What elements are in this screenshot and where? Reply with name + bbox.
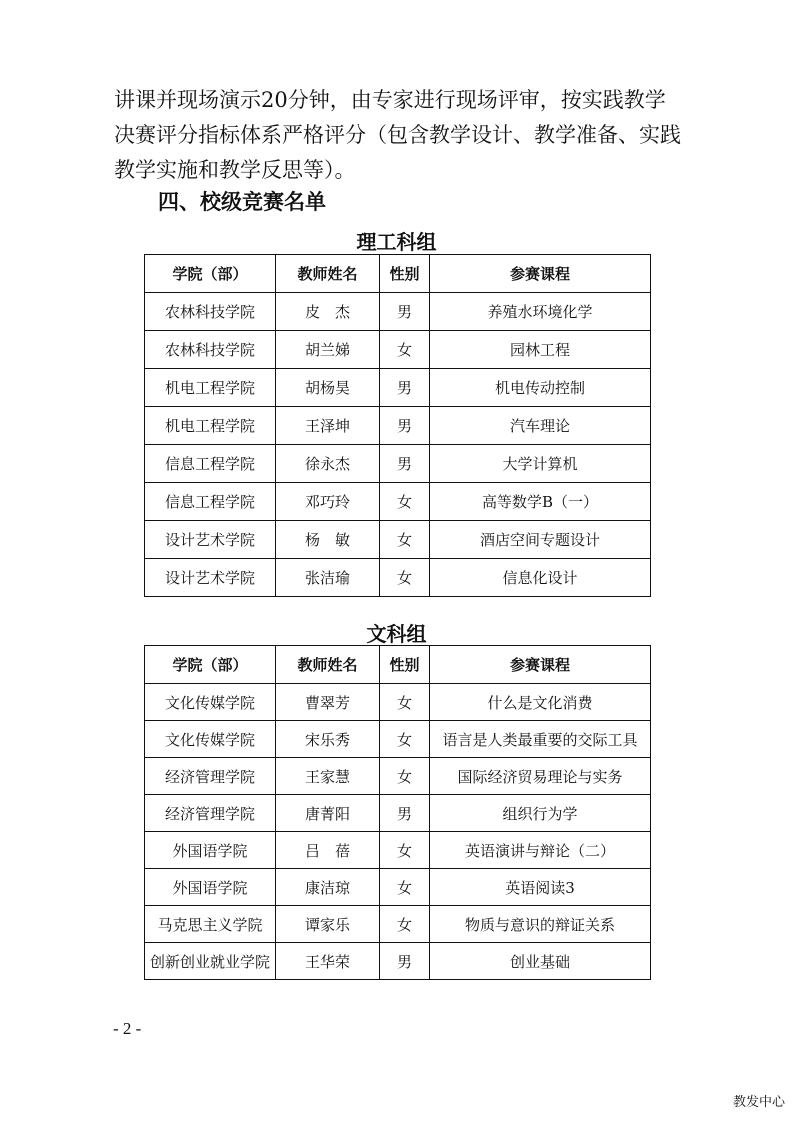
cell-college: 信息工程学院 [145,483,276,521]
cell-gender: 女 [380,721,430,758]
cell-course: 国际经济贸易理论与实务 [430,758,651,795]
cell-teacher: 宋乐秀 [276,721,380,758]
cell-teacher: 谭家乐 [276,906,380,943]
table-row [145,407,651,445]
cell-gender: 男 [380,369,430,407]
table-row [145,684,651,721]
header-course: 参赛课程 [430,255,651,293]
cell-course: 大学计算机 [430,445,651,483]
cell-teacher: 邓巧玲 [276,483,380,521]
table-row [145,369,651,407]
cell-teacher: 王家慧 [276,758,380,795]
cell-course: 什么是文化消费 [430,684,651,721]
table-row [145,943,651,980]
cell-college: 外国语学院 [145,869,276,906]
science-group-table [144,254,651,597]
intro-paragraph [114,83,694,188]
cell-course: 创业基础 [430,943,651,980]
table-row [145,559,651,597]
cell-gender: 女 [380,559,430,597]
cell-gender: 女 [380,906,430,943]
cell-college: 马克思主义学院 [145,906,276,943]
cell-college: 机电工程学院 [145,407,276,445]
cell-gender: 男 [380,943,430,980]
cell-course: 英语阅读3 [430,869,651,906]
cell-college: 文化传媒学院 [145,721,276,758]
cell-teacher: 皮 杰 [276,293,380,331]
cell-course: 酒店空间专题设计 [430,521,651,559]
cell-course: 组织行为学 [430,795,651,832]
table-title-science: 理工科组 [356,230,437,254]
cell-teacher: 曹翠芳 [276,684,380,721]
table-row [145,906,651,943]
header-course: 参赛课程 [430,646,651,684]
page-number: - 2 - [113,1019,142,1038]
liberal-arts-group-table [144,645,651,980]
table-row [145,869,651,906]
cell-teacher: 胡兰娣 [276,331,380,369]
cell-gender: 女 [380,758,430,795]
table-row [145,832,651,869]
cell-college: 设计艺术学院 [145,521,276,559]
footer-note: 教发中心 [733,1095,786,1110]
cell-course: 汽车理论 [430,407,651,445]
table-row [145,721,651,758]
header-teacher: 教师姓名 [276,646,380,684]
header-gender: 性别 [380,255,430,293]
table-row [145,521,651,559]
cell-teacher: 王泽坤 [276,407,380,445]
cell-college: 农林科技学院 [145,331,276,369]
cell-gender: 男 [380,407,430,445]
table-row [145,795,651,832]
cell-gender: 女 [380,483,430,521]
cell-gender: 男 [380,795,430,832]
cell-college: 农林科技学院 [145,293,276,331]
cell-course: 物质与意识的辩证关系 [430,906,651,943]
cell-college: 外国语学院 [145,832,276,869]
cell-college: 经济管理学院 [145,795,276,832]
header-college: 学院（部） [145,646,276,684]
cell-course: 园林工程 [430,331,651,369]
cell-course: 语言是人类最重要的交际工具 [430,721,651,758]
cell-teacher: 王华荣 [276,943,380,980]
cell-teacher: 吕 蓓 [276,832,380,869]
cell-college: 信息工程学院 [145,445,276,483]
cell-college: 经济管理学院 [145,758,276,795]
header-teacher: 教师姓名 [276,255,380,293]
cell-college: 文化传媒学院 [145,684,276,721]
table-row [145,483,651,521]
cell-gender: 男 [380,293,430,331]
cell-gender: 女 [380,832,430,869]
cell-teacher: 胡杨昊 [276,369,380,407]
intro-line: 讲课并现场演示20分钟，由专家进行现场评审，按实践教学 [114,88,666,112]
section-heading: 四、校级竞赛名单 [158,190,326,214]
table-row [145,445,651,483]
cell-gender: 女 [380,684,430,721]
table-row [145,293,651,331]
intro-line: 决赛评分指标体系严格评分（包含教学设计、教学准备、实践 [114,123,681,147]
header-college: 学院（部） [145,255,276,293]
cell-course: 信息化设计 [430,559,651,597]
cell-course: 养殖水环境化学 [430,293,651,331]
cell-gender: 男 [380,445,430,483]
cell-course: 机电传动控制 [430,369,651,407]
cell-college: 创新创业就业学院 [145,943,276,980]
cell-teacher: 唐菁阳 [276,795,380,832]
table-row [145,758,651,795]
header-gender: 性别 [380,646,430,684]
cell-college: 机电工程学院 [145,369,276,407]
cell-teacher: 康洁琼 [276,869,380,906]
cell-teacher: 张洁瑜 [276,559,380,597]
table-title-liberal-arts: 文科组 [366,622,427,646]
table-header-row [145,255,651,293]
cell-teacher: 徐永杰 [276,445,380,483]
cell-gender: 女 [380,521,430,559]
intro-line: 教学实施和教学反思等）。 [114,158,356,182]
cell-gender: 女 [380,869,430,906]
table-header-row [145,646,651,684]
cell-gender: 女 [380,331,430,369]
cell-course: 高等数学B（一） [430,483,651,521]
cell-college: 设计艺术学院 [145,559,276,597]
cell-course: 英语演讲与辩论（二） [430,832,651,869]
table-row [145,331,651,369]
cell-teacher: 杨 敏 [276,521,380,559]
